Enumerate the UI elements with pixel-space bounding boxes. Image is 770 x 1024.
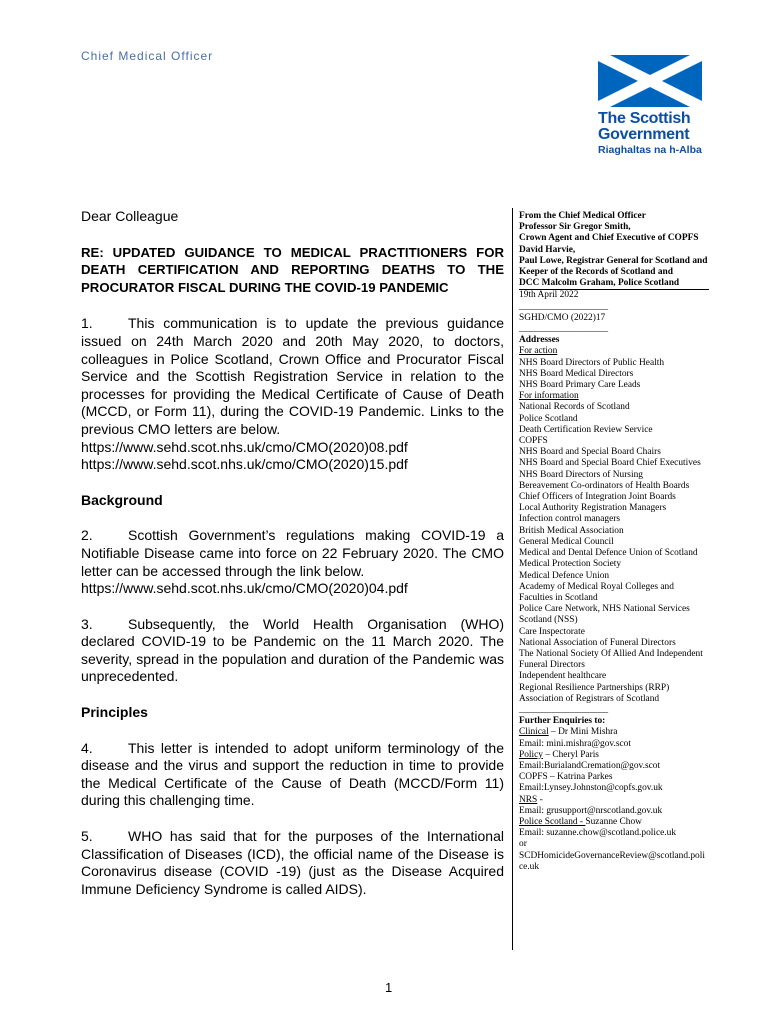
letter-date: 19th April 2022 (519, 290, 579, 301)
from-line: Paul Lowe, Registrar General for Scotland and Keeper of the Records of Scotland and (519, 255, 708, 278)
recipient-item: National Records of Scotland (519, 402, 630, 413)
enquiries-heading: Further Enquiries to: (519, 716, 606, 727)
paragraph-5 (81, 828, 504, 898)
recipient-item: British Medical Association (519, 525, 624, 536)
policy-contact: Policy – Cheryl Paris (519, 749, 599, 760)
recipient-item: NHS Board Primary Care Leads (519, 380, 641, 391)
recipient-item: Medical Defence Union (519, 570, 610, 581)
paragraph-text: WHO has said that for the purposes of the International Classification of Diseases (ICD), the official name of the Disease is Coronavirus disease (COVID -19) (just as the Disease Acquired Immune Deficiency Syndrome is called AIDS). (81, 828, 504, 897)
from-line: David Harvie, (519, 244, 576, 255)
paragraph-text: This letter is intended to adopt uniform terminology of the disease and the virus and support the reduction in time to provide the Medical Certificate of the Cause of Death (MCCD/Form 11) during this challenging time. (81, 739, 504, 809)
recipient-item: The National Society Of Allied And Independent Funeral Directors (519, 648, 703, 671)
for-information-list (519, 402, 709, 704)
paragraph-text: Scottish Government’s regulations making COVID-19 a Notifiable Disease came into force on 22 February 2020. The CMO letter can be accessed through the link below. (81, 527, 504, 579)
paragraph-number: 3. (81, 615, 93, 632)
heading-principles: Principles (81, 704, 148, 721)
police-scotland-email-2[interactable]: SCDHomicideGovernanceReview@scotland.police.uk (519, 850, 705, 872)
saltire-flag-icon (598, 55, 702, 107)
subject-line: RE: UPDATED GUIDANCE TO MEDICAL PRACTITIONERS FOR DEATH CERTIFICATION AND REPORTING DEATHS TO THE PROCURATOR FISCAL DURING THE COVID-19 PANDEMIC (81, 244, 504, 295)
recipient-item: Medical and Dental Defence Union of Scotland (519, 548, 698, 559)
from-line: From the Chief Medical Officer (519, 211, 646, 221)
recipient-item: NHS Board and Special Board Chairs (519, 447, 661, 458)
recipient-item: Independent healthcare (519, 671, 607, 682)
paragraph-text: This communication is to update the previous guidance issued on 24th March 2020 and 20th May 2020, to doctors, colleagues in Police Scotland, Crown Office and Procurator Fiscal Service and the Scottish Registration Service in relation to the processes for providing the Medical Certificate of Cause of Death (MCCD, or Form 11), during the COVID-19 Pandemic. Links to the previous CMO letters are below. (81, 315, 504, 437)
separator: ___________________ (519, 704, 609, 715)
recipient-item: National Association of Funeral Directors (519, 637, 676, 648)
for-action-label: For action (519, 346, 558, 357)
for-action-list (519, 358, 709, 392)
paragraph-number: 5. (81, 828, 93, 845)
link-cmo-2020-15[interactable]: https://www.sehd.scot.nhs.uk/cmo/CMO(2020)15.pdf (81, 456, 408, 473)
policy-email[interactable]: Email:BurialandCremation@gov.scot (519, 760, 661, 771)
paragraph-number: 2. (81, 527, 93, 544)
logo-line-1: The Scottish (598, 110, 691, 127)
clinical-contact: Clinical – Dr Mini Mishra (519, 727, 618, 738)
recipient-item: COPFS (519, 436, 548, 447)
recipient-item: NHS Board and Special Board Chief Executives (519, 458, 701, 469)
copfs-contact: COPFS – Katrina Parkes (519, 772, 613, 783)
sidebar (519, 211, 709, 873)
from-line: Crown Agent and Chief Executive of COPFS (519, 233, 699, 244)
recipient-item: Infection control managers (519, 514, 621, 525)
recipient-item: General Medical Council (519, 536, 614, 547)
recipient-item: NHS Board Medical Directors (519, 368, 634, 379)
recipient-item: Death Certification Review Service (519, 424, 653, 435)
for-information-label: For information (519, 391, 579, 402)
scottish-government-logo (598, 55, 708, 156)
recipient-item: NHS Board Directors of Public Health (519, 357, 665, 368)
logo-gaelic: Riaghaltas na h-Alba (598, 144, 702, 156)
from-line: DCC Malcolm Graham, Police Scotland (519, 278, 709, 290)
clinical-email[interactable]: Email: mini.mishra@gov.scot (519, 738, 631, 749)
police-scotland-email[interactable]: Email: suzanne.chow@scotland.police.uk (519, 828, 677, 839)
recipient-item: Medical Protection Society (519, 559, 622, 570)
page-number: 1 (385, 980, 393, 995)
recipient-item: Academy of Medical Royal Colleges and Faculties in Scotland (519, 581, 674, 603)
paragraph-4 (81, 740, 504, 810)
salutation: Dear Colleague (81, 208, 179, 224)
recipient-item: Regional Resilience Partnerships (RRP) (519, 682, 670, 693)
paragraph-3 (81, 616, 504, 686)
recipient-item: Association of Registrars of Scotland (519, 693, 660, 704)
paragraph-number: 1. (81, 315, 93, 332)
link-cmo-2020-08[interactable]: https://www.sehd.scot.nhs.uk/cmo/CMO(2020)08.pdf (81, 438, 408, 455)
reference-number: SGHD/CMO (2022)17 (519, 312, 606, 323)
recipient-item: Police Care Network, NHS National Services Scotland (NSS) (519, 604, 690, 626)
recipient-item: Bereavement Co-ordinators of Health Boards (519, 480, 690, 491)
column-divider (512, 208, 513, 950)
paragraph-1 (81, 315, 504, 473)
recipient-item: Chief Officers of Integration Joint Boards (519, 492, 676, 503)
separator: ___________________ (519, 324, 609, 335)
recipient-item: Local Authority Registration Managers (519, 503, 667, 514)
separator: ___________________ (519, 301, 609, 312)
paragraph-number: 4. (81, 739, 93, 756)
recipient-item: NHS Board Directors of Nursing (519, 469, 643, 480)
paragraph-text: Subsequently, the World Health Organisation (WHO) declared COVID-19 to be Pandemic on the 11 March 2020. The severity, spread in the population and duration of the Pandemic was unprecedented. (81, 615, 504, 685)
addresses-heading: Addresses (519, 335, 560, 346)
police-scotland-contact: Police Scotland - Suzanne Chow (519, 816, 642, 827)
paragraph-2 (81, 527, 504, 597)
recipient-item: Police Scotland (519, 413, 578, 424)
recipient-item: Care Inspectorate (519, 626, 585, 637)
heading-background: Background (81, 491, 163, 508)
link-cmo-2020-04[interactable]: https://www.sehd.scot.nhs.uk/cmo/CMO(2020)04.pdf (81, 580, 408, 597)
letter-body (81, 208, 504, 916)
nrs-email[interactable]: Email: grusupport@nrscotland.gov.uk (519, 805, 663, 816)
logo-line-2: Government (598, 126, 690, 143)
nrs-contact: NRS - (519, 794, 543, 805)
from-line: Professor Sir Gregor Smith, (519, 222, 631, 233)
or-text: or (519, 839, 527, 850)
header-label: Chief Medical Officer (81, 49, 214, 63)
copfs-email[interactable]: Email:Lynsey.Johnston@copfs.gov.uk (519, 783, 663, 794)
